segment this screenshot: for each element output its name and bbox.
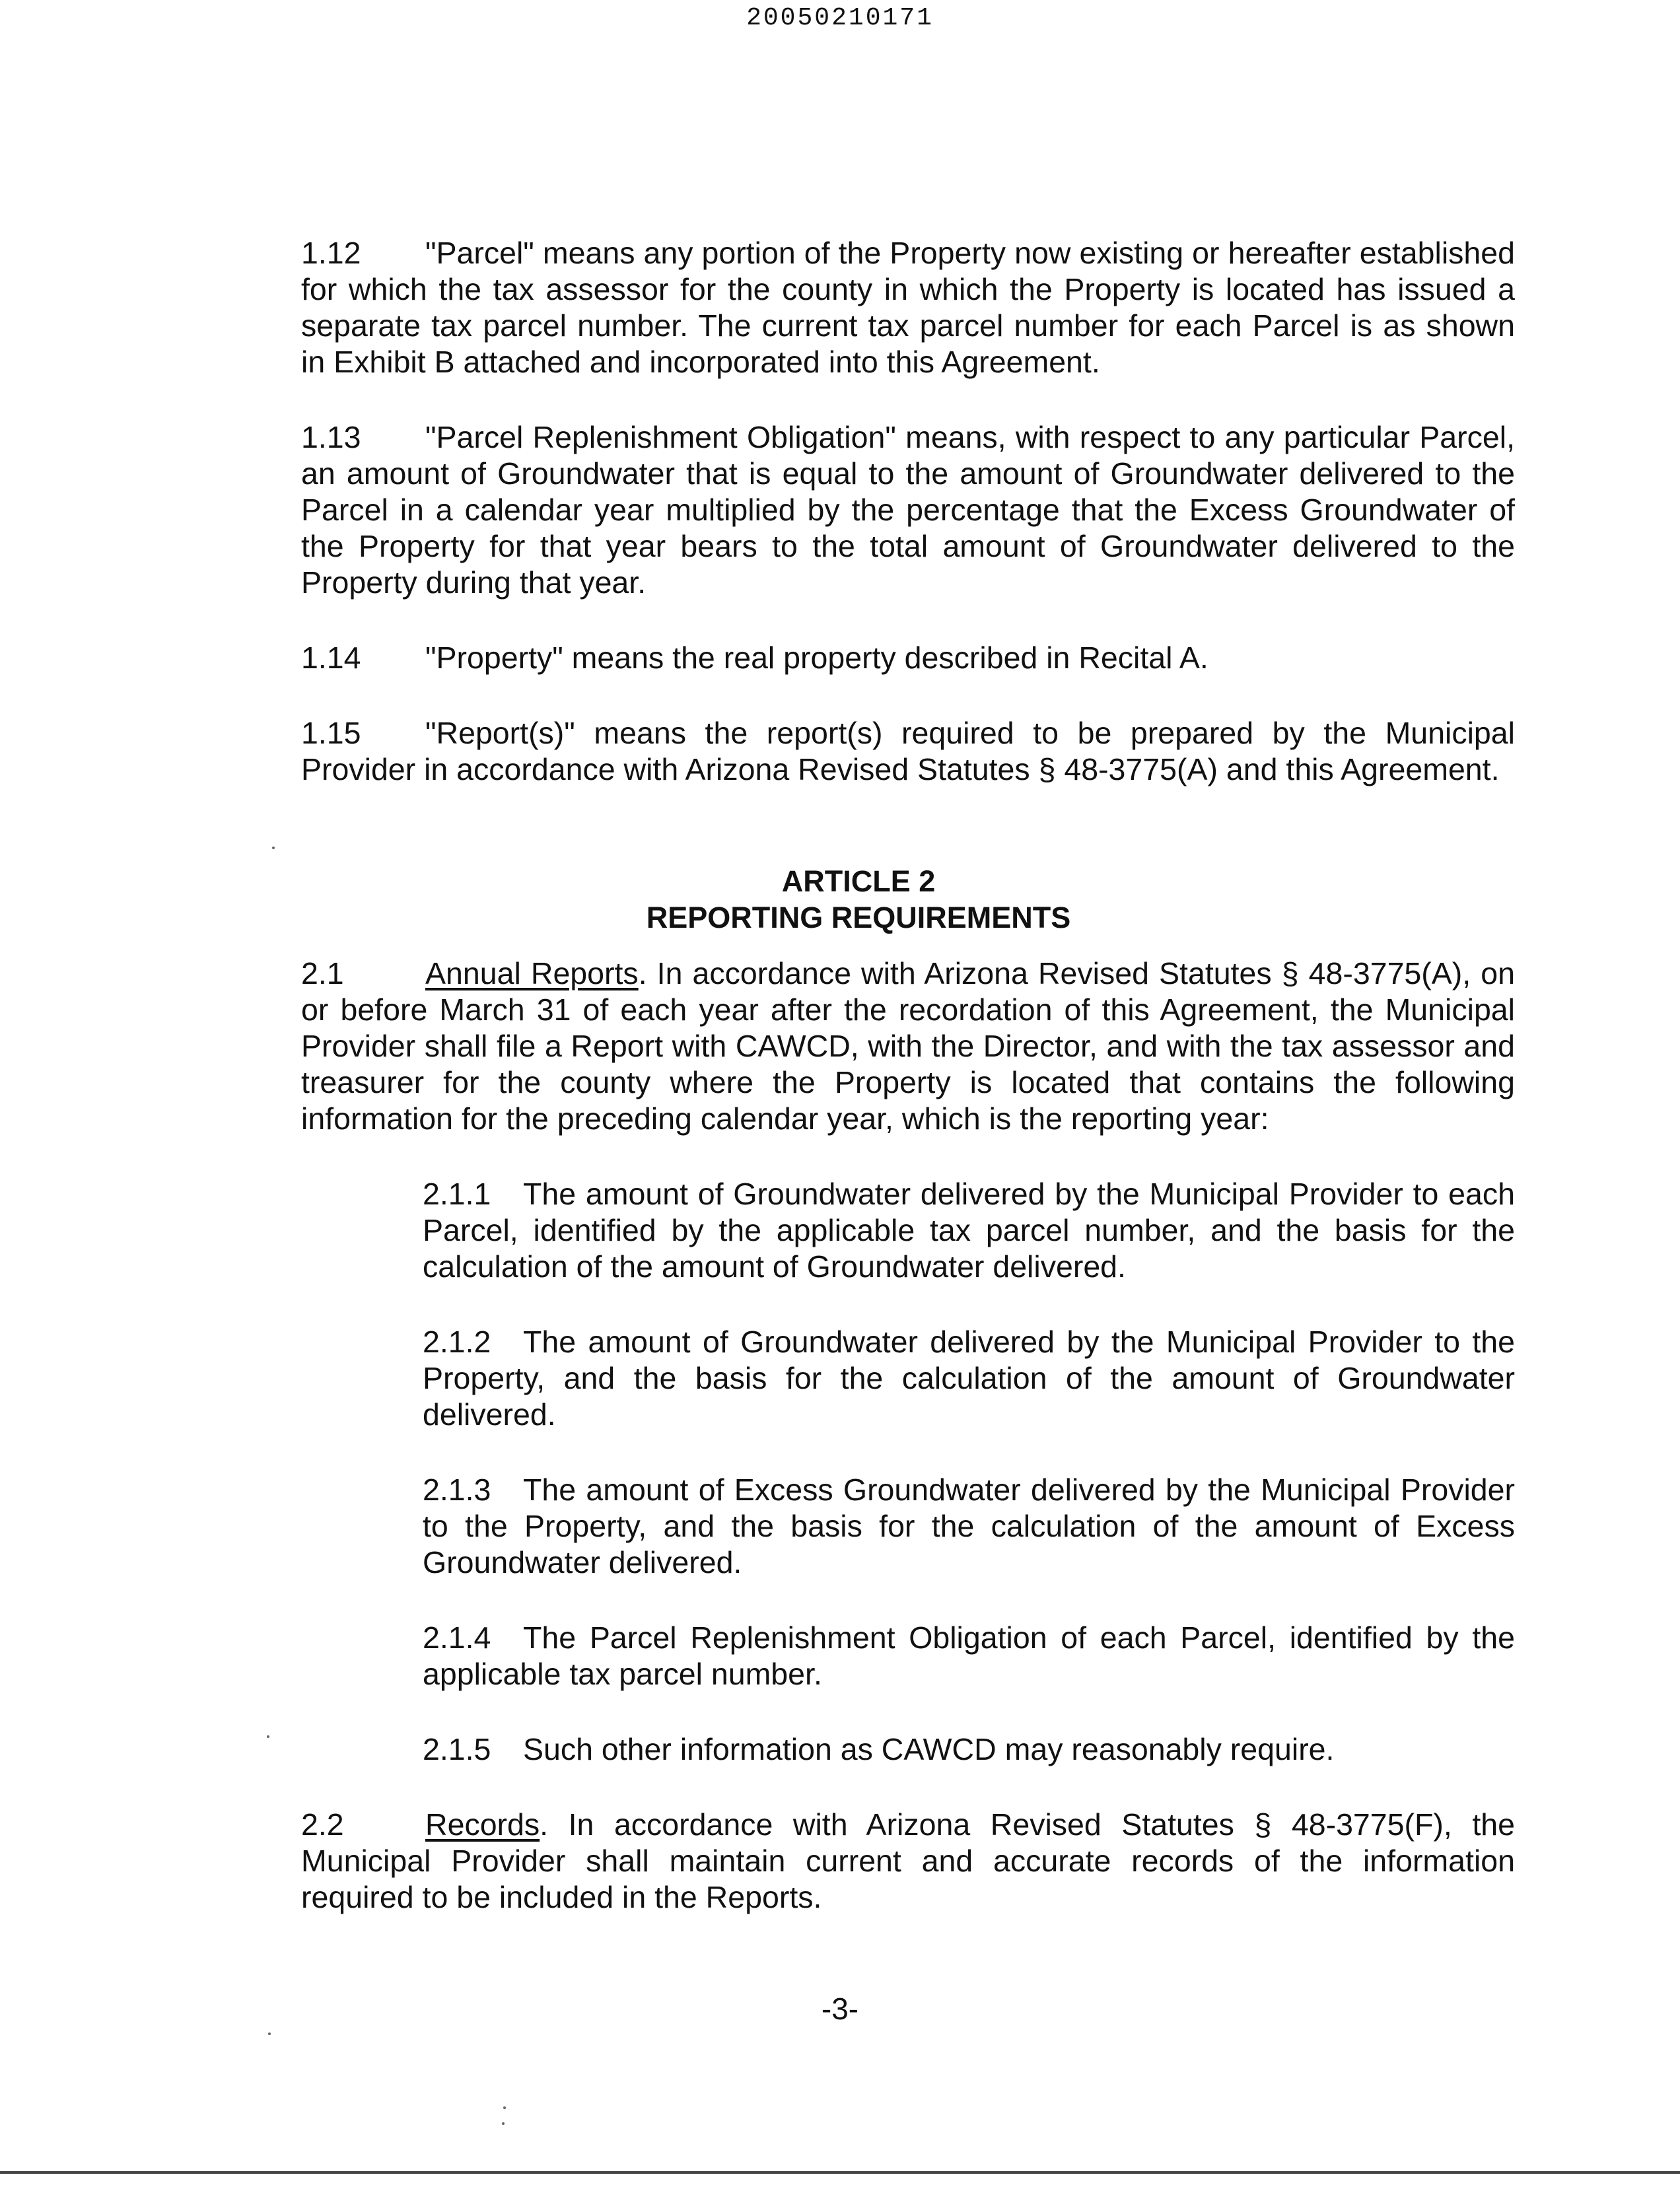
section-number: 1.15 [301,716,361,750]
section-number: 2.2 [301,1807,344,1842]
subsection-2-1-5 [202,1731,1515,1768]
section-number: 2.1.3 [423,1473,491,1507]
scan-speck [502,2122,505,2125]
section-2-1 [202,955,1515,1137]
scan-speck [503,2106,506,2109]
definition-1-13 [202,419,1515,601]
subsection-2-1-2 [202,1324,1515,1433]
document-body [202,235,1515,1916]
section-number: 1.12 [301,236,361,270]
section-2-2 [202,1807,1515,1916]
definition-text: "Report(s)" means the report(s) required to be prepared by the Municipal Provider in accordance with Arizona Revised Statutes § 48-3775(A) and this Agreement. [301,716,1515,786]
document-number: 20050210171 [746,4,934,32]
definition-1-14 [202,640,1515,676]
subsection-text: Such other information as CAWCD may reasonably require. [523,1732,1335,1766]
section-number: 1.14 [301,641,361,675]
subsection-text: The amount of Excess Groundwater delivered by the Municipal Provider to the Property, and the basis for the calculation of the amount of Excess Groundwater delivered. [423,1473,1515,1580]
article-title: ARTICLE 2 [781,864,936,898]
section-number: 2.1.4 [423,1620,491,1655]
page-number: -3- [821,1992,859,2026]
section-heading: Records [425,1807,540,1842]
subsection-text: The Parcel Replenishment Obligation of each Parcel, identified by the applicable tax parcel number. [423,1620,1515,1691]
subsection-2-1-4 [202,1620,1515,1692]
section-number: 2.1.5 [423,1732,491,1766]
article-subtitle: REPORTING REQUIREMENTS [646,901,1071,934]
scan-speck [272,847,275,849]
section-number: 2.1.1 [423,1177,491,1211]
definition-text: "Property" means the real property described in Recital A. [425,641,1208,675]
section-text: . In accordance with Arizona Revised Statutes § 48-3775(F), the Municipal Provider shall maintain current and accurate records of the information required to be included in the Reports. [301,1807,1515,1914]
section-text: . In accordance with Arizona Revised Statutes § 48-3775(A), on or before March 31 of each year after the recordation of this Agreement, the Municipal Provider shall file a Report with CAWCD, with the Director, and with the tax assessor and treasurer for the county where the Property is located that contains the following information for the preceding calendar year, which is the reporting year: [301,956,1515,1136]
subsection-2-1-1 [202,1176,1515,1285]
definition-text: "Parcel" means any portion of the Property now existing or hereafter established for which the tax assessor for the county in which the Property is located has issued a separate tax parcel number. The current tax parcel number for each Parcel is as shown in Exhibit B attached and incorporated into this Agreement. [301,236,1515,379]
section-number: 2.1.2 [423,1325,491,1359]
scan-edge-line [0,2171,1680,2174]
scan-speck [268,2032,271,2035]
subsection-2-1-3 [202,1472,1515,1581]
definition-text: "Parcel Replenishment Obligation" means, with respect to any particular Parcel, an amount of Groundwater that is equal to the amount of Groundwater delivered to the Parcel in a calendar year multiplied by the percentage that the Excess Groundwater of the Property for that year bears to the total amount of Groundwater delivered to the Property during that year. [301,420,1515,600]
subsection-text: The amount of Groundwater delivered by the Municipal Provider to each Parcel, identified by the applicable tax parcel number, and the basis for the calculation of the amount of Groundwater delivered. [423,1177,1515,1284]
section-number: 2.1 [301,956,344,990]
definition-1-15 [202,715,1515,788]
section-number: 1.13 [301,420,361,454]
scan-speck [267,1735,269,1738]
definition-1-12 [202,235,1515,380]
section-heading: Annual Reports [425,956,639,990]
subsection-text: The amount of Groundwater delivered by the Municipal Provider to the Property, and the basis for the calculation of the amount of Groundwater delivered. [423,1325,1515,1432]
